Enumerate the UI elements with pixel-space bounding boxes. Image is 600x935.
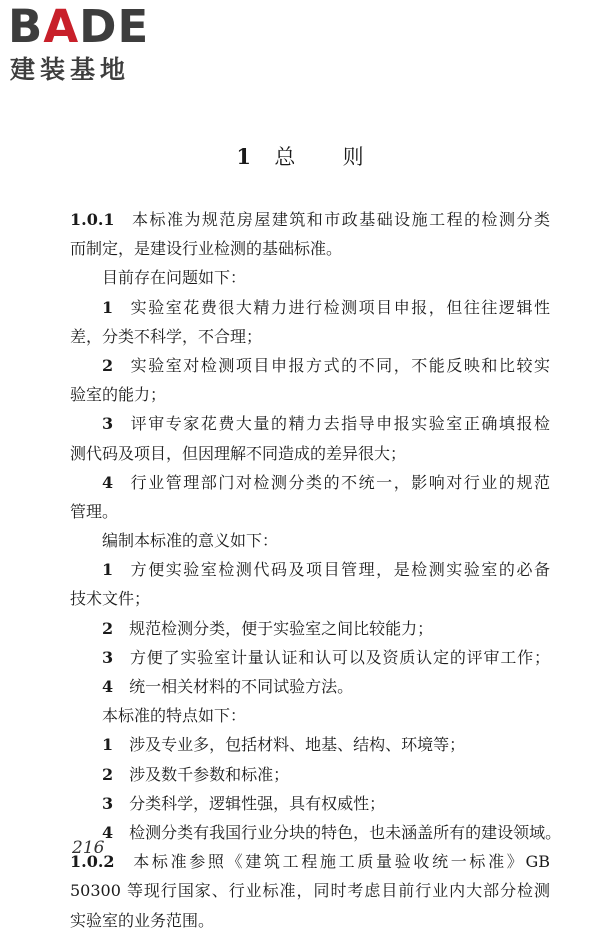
item-number: 4 xyxy=(102,822,114,842)
text-line: 1 涉及专业多，包括材料、地基、结构、环境等； xyxy=(102,735,466,755)
text-line: 1.0.1 本标准为规范房屋建筑和市政基础设施工程的检测分类 xyxy=(70,210,550,229)
chapter-title xyxy=(0,142,600,172)
text-line: 1 方便实验室检测代码及项目管理，是检测实验室的必备 xyxy=(102,560,550,580)
page-number: 216 xyxy=(72,838,105,858)
text-line: 3 分类科学，逻辑性强，具有权威性； xyxy=(102,793,386,813)
item-number: 2 xyxy=(102,764,114,784)
text-line: 4 检测分类有我国行业分块的特色，也未涵盖所有的建设领域。 xyxy=(102,822,562,842)
text-line: 2 实验室对检测项目申报方式的不同，不能反映和比较实 xyxy=(102,355,550,375)
text-line: 测代码及项目，但因理解不同造成的差异很大； xyxy=(70,443,407,463)
item-number: 1 xyxy=(102,735,114,755)
logo-wordmark: BADE xyxy=(8,0,150,53)
text-line: 管理。 xyxy=(70,501,119,521)
logo-subtitle: 建装基地 xyxy=(10,55,131,84)
chapter-number: 1 xyxy=(236,144,251,169)
item-number: 1 xyxy=(102,297,114,317)
item-number: 3 xyxy=(102,414,114,434)
item-number: 2 xyxy=(102,355,114,375)
clause-number: 1.0.1 xyxy=(70,210,115,229)
text-line: 3 评审专家花费大量的精力去指导申报实验室正确填报检 xyxy=(102,414,550,434)
text-line: 目前存在问题如下： xyxy=(102,268,247,288)
text-line: 50300 等现行国家、行业标准，同时考虑目前行业内大部分检测 xyxy=(70,881,550,901)
item-number: 3 xyxy=(102,647,114,667)
clause-number: 1.0.2 xyxy=(70,852,115,872)
item-number: 3 xyxy=(102,793,114,813)
chapter-title-word-1: 总 xyxy=(274,145,296,169)
text-line: 技术文件； xyxy=(70,589,151,609)
text-line: 2 规范检测分类，便于实验室之间比较能力； xyxy=(102,618,434,638)
text-line: 编制本标准的意义如下： xyxy=(102,531,279,551)
text-line: 1 实验室花费很大精力进行检测项目申报，但往往逻辑性 xyxy=(102,297,550,317)
text-line: 而制定，是建设行业检测的基础标准。 xyxy=(70,239,343,259)
chapter-body xyxy=(70,205,562,935)
text-line: 实验室的业务范围。 xyxy=(70,910,215,930)
text-line: 验室的能力； xyxy=(70,385,167,405)
text-line: 1.0.2 本标准参照《建筑工程施工质量验收统一标准》GB xyxy=(70,852,550,872)
item-number: 4 xyxy=(102,677,114,696)
text-line: 差，分类不科学，不合理； xyxy=(70,326,263,346)
bade-logo xyxy=(8,2,178,88)
logo-accent-letter: A xyxy=(43,0,80,53)
text-line: 4 行业管理部门对检测分类的不统一，影响对行业的规范 xyxy=(102,472,550,492)
item-number: 4 xyxy=(102,472,114,492)
text-line: 本标准的特点如下： xyxy=(102,706,247,726)
item-number: 1 xyxy=(102,560,114,580)
item-number: 2 xyxy=(102,618,114,638)
text-line: 4 统一相关材料的不同试验方法。 xyxy=(102,677,354,696)
chapter-title-word-2: 则 xyxy=(342,145,364,169)
text-line: 2 涉及数千参数和标准； xyxy=(102,764,290,784)
text-line: 3 方便了实验室计量认证和认可以及资质认定的评审工作； xyxy=(102,647,550,667)
